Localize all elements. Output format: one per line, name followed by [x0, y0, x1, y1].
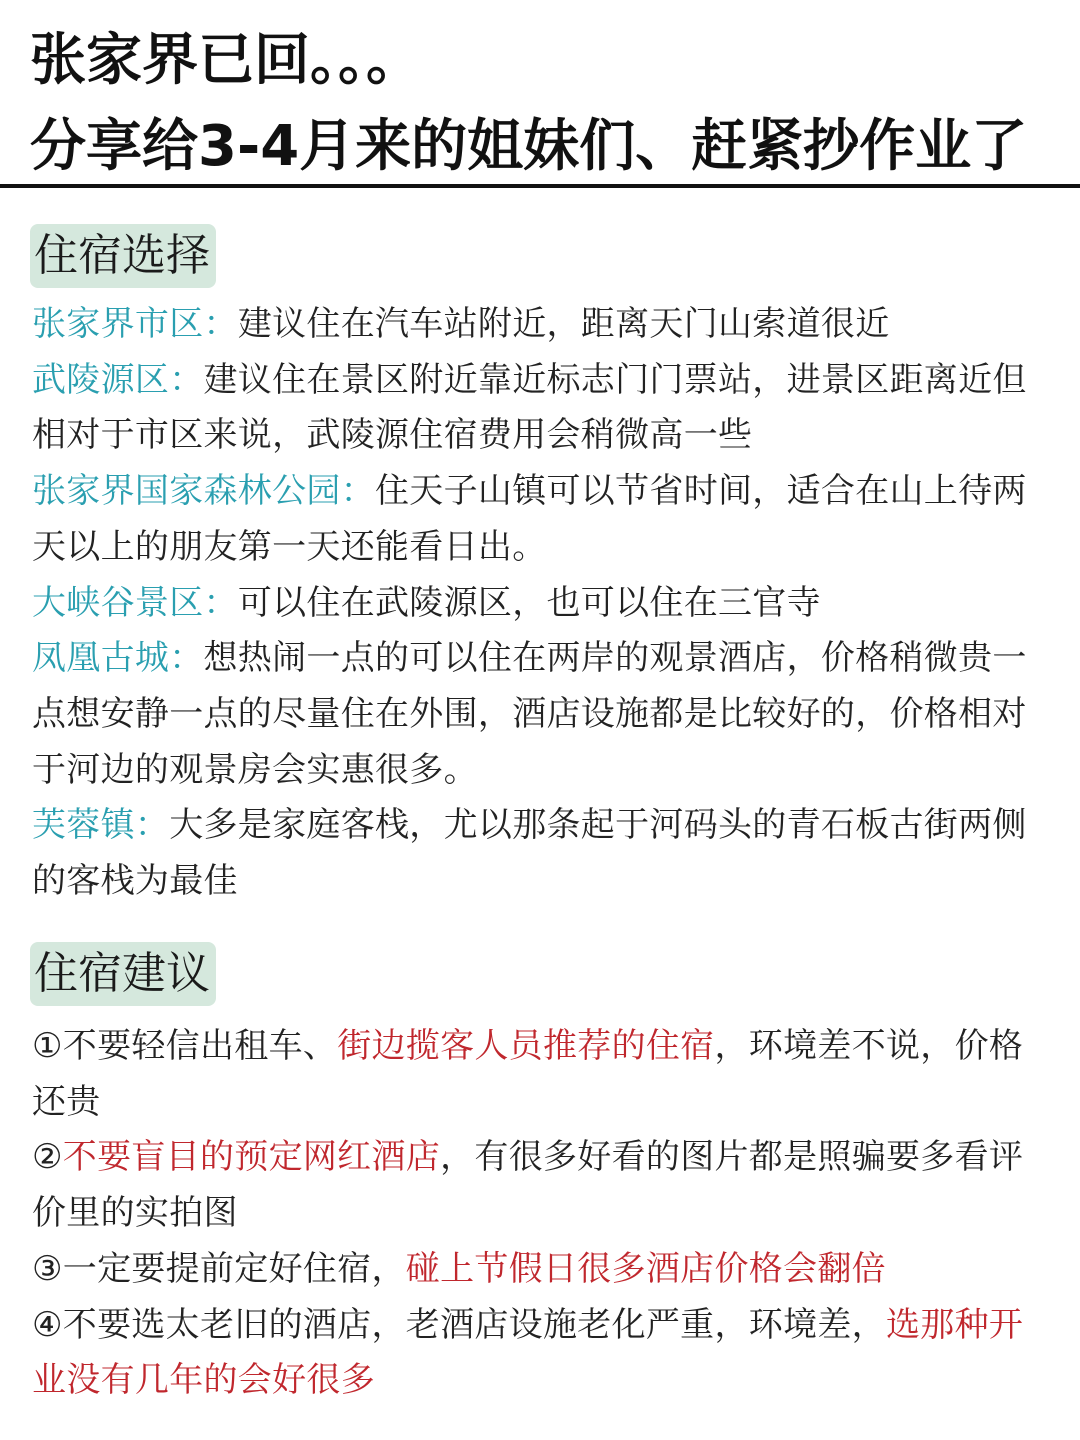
advice-highlight: 街边揽客人员推荐的住宿 — [337, 1026, 715, 1066]
location-description: 建议住在景区附近靠近标志门门票站，进景区距离近但相对于市区来说，武陵源住宿费用会稍微高一些 — [32, 359, 1027, 456]
advice-list — [32, 1019, 1052, 1409]
advice-highlight: 碰上节假日很多酒店价格会翻倍 — [405, 1248, 886, 1289]
advice-text: ④不要选太老旧的酒店，老酒店设施老化严重，环境差， — [32, 1304, 886, 1345]
list-item — [32, 1130, 1052, 1241]
advice-highlight: 选那种开业没有几年的会好很多 — [32, 1304, 1024, 1401]
location-label: 凤凰古城： — [32, 638, 204, 679]
location-label: 芙蓉镇： — [32, 805, 170, 846]
location-description: 想热闹一点的可以住在两岸的观景酒店，价格稍微贵一点想安静一点的尽量住在外围，酒店设施都是比较好的，价格相对于河边的观景房会实惠很多。 — [32, 638, 1027, 790]
list-item — [32, 464, 1052, 575]
list-item — [32, 1019, 1052, 1130]
location-label: 张家界国家森林公园： — [32, 471, 375, 512]
location-label: 武陵源区： — [32, 359, 204, 400]
location-description: 可以住在武陵源区，也可以住在三官寺 — [237, 582, 821, 623]
location-description: 大多是家庭客栈，尤以那条起于河码头的青石板古街两侧的客栈为最佳 — [32, 805, 1027, 902]
list-item — [32, 1242, 1052, 1298]
list-item — [32, 297, 1052, 353]
accommodation-list — [32, 297, 1052, 910]
advice-text: ，有很多好看的图片都是照骗要多看评价里的实拍图 — [32, 1137, 1024, 1234]
advice-text: ①不要轻信出租车、 — [32, 1026, 338, 1066]
location-description: 建议住在汽车站附近，距离天门山索道很近 — [237, 304, 890, 344]
location-description: 住天子山镇可以节省时间，适合在山上待两天以上的朋友第一天还能看日出。 — [32, 471, 1027, 567]
page-title-line-1: 张家界已回。。。 — [30, 28, 422, 93]
location-label: 大峡谷景区： — [32, 582, 238, 623]
advice-text: ② — [32, 1137, 63, 1178]
advice-text: ，环境差不说，价格还贵 — [32, 1026, 1024, 1122]
list-item — [32, 1298, 1052, 1409]
section-heading-accommodation: 住宿选择 — [30, 224, 216, 288]
location-label: 张家界市区： — [32, 304, 238, 344]
title-divider — [0, 184, 1080, 188]
list-item — [32, 576, 1052, 632]
list-item — [32, 353, 1052, 464]
page-title-line-2: 分享给3-4月来的姐妹们、赶紧抄作业了 — [30, 114, 1028, 179]
advice-highlight: 不要盲目的预定网红酒店 — [62, 1137, 441, 1178]
list-item — [32, 631, 1052, 798]
section-heading-advice: 住宿建议 — [30, 942, 216, 1006]
list-item — [32, 798, 1052, 909]
advice-text: ③一定要提前定好住宿， — [32, 1248, 406, 1289]
